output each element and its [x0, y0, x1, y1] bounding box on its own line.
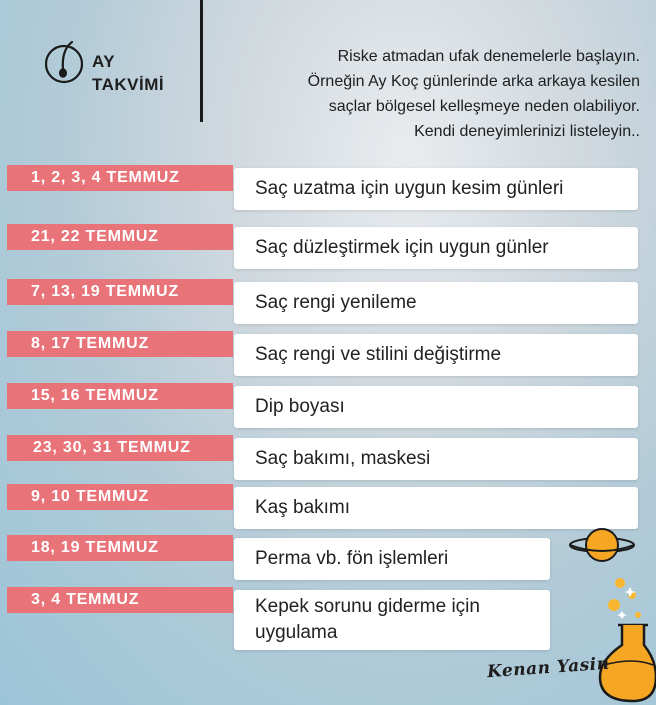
date-label: 15, 16 TEMMUZ [7, 383, 233, 409]
calendar-row [0, 587, 656, 653]
intro-text [210, 44, 640, 144]
calendar-row [0, 224, 656, 274]
intro-line: Kendi deneyimlerinizi listeleyin.. [414, 123, 640, 140]
activity-box: Perma vb. fön işlemleri [234, 538, 550, 580]
header-divider [200, 0, 203, 122]
date-label: 3, 4 TEMMUZ [7, 587, 233, 613]
date-label: 1, 2, 3, 4 TEMMUZ [7, 165, 233, 191]
calendar-row [0, 435, 656, 485]
activity-box: Dip boyası [234, 386, 638, 428]
calendar-row [0, 279, 656, 329]
date-label: 7, 13, 19 TEMMUZ [7, 279, 233, 305]
calendar-row [0, 331, 656, 381]
activity-box: Kaş bakımı [234, 487, 638, 529]
date-label: 18, 19 TEMMUZ [7, 535, 233, 561]
title-line-1: AY [92, 52, 116, 71]
activity-box: Saç bakımı, maskesi [234, 438, 638, 480]
calendar-row [0, 383, 656, 433]
date-label: 21, 22 TEMMUZ [7, 224, 233, 250]
signature: Kenan Yasin [486, 653, 611, 683]
activity-box: Kepek sorunu giderme için uygulama [234, 590, 550, 650]
intro-line: Örneğin Ay Koç günlerinde arka arkaya kesilen [307, 73, 640, 90]
calendar-row [0, 535, 656, 585]
activity-box: Saç rengi ve stilini değiştirme [234, 334, 638, 376]
intro-line: saçlar bölgesel kelleşmeye neden olabiliyor. [328, 98, 640, 115]
calendar-row [0, 165, 656, 215]
activity-box: Saç uzatma için uygun kesim günleri [234, 168, 638, 210]
intro-line: Riske atmadan ufak denemelerle başlayın. [337, 48, 640, 65]
activity-box: Saç düzleştirmek için uygun günler [234, 227, 638, 269]
date-label: 23, 30, 31 TEMMUZ [7, 435, 233, 461]
activity-box: Saç rengi yenileme [234, 282, 638, 324]
calendar-row [0, 484, 656, 534]
planet-flask-icon [560, 525, 656, 705]
title-line-2: TAKVİMİ [92, 75, 165, 94]
date-label: 8, 17 TEMMUZ [7, 331, 233, 357]
date-label: 9, 10 TEMMUZ [7, 484, 233, 510]
page-title [92, 50, 164, 96]
hair-follicle-icon [42, 38, 88, 86]
